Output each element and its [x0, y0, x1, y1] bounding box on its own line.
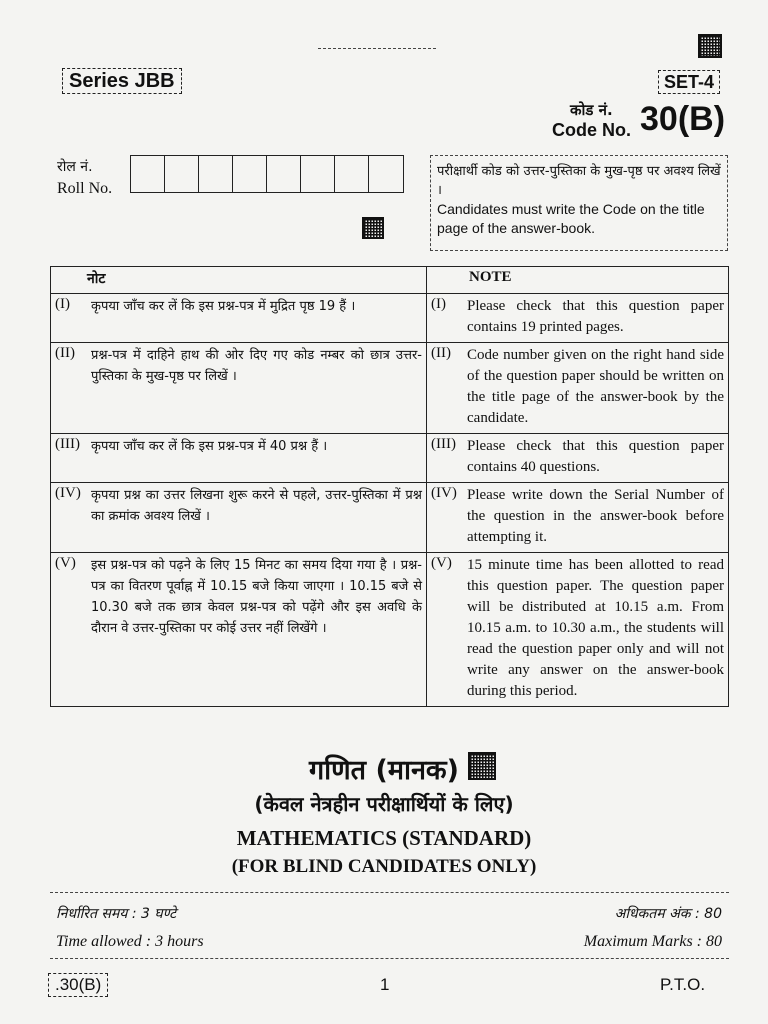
subject-subtitle-hindi: (केवल नेत्रहीन परीक्षार्थियों के लिए): [254, 792, 514, 816]
divider: [50, 958, 729, 959]
note-english: 15 minute time has been allotted to read this question paper. The question paper will be distributed at 10.15 a.m. From 10.15 a.m. to 10.30 a.m., the students will read the question paper only and will not write any answer on the answer-book during this period.: [467, 557, 724, 699]
page-number: 1: [380, 975, 390, 994]
roll-box[interactable]: [301, 156, 335, 192]
code-label-hindi: कोड नं.: [570, 101, 613, 119]
max-marks-english: Maximum Marks : 80: [583, 933, 722, 950]
code-value: 30(B): [640, 100, 726, 138]
notes-header-row: [51, 267, 729, 294]
note-number: (III): [431, 436, 456, 452]
instruction-hindi: परीक्षार्थी कोड को उत्तर-पुस्तिका के मुख-पृष्ठ पर अवश्य लिखें ।: [437, 164, 721, 198]
note-hindi: इस प्रश्न-पत्र को पढ़ने के लिए 15 मिनट का समय दिया गया है । प्रश्न-पत्र का वितरण पूर्वाह्न में 10.15 बजे किया जाएगा । 10.15 बजे से 10.30 बजे तक छात्र केवल प्रश्न-पत्र को पढ़ेंगे और इस अवधि के दौरान वे उत्तर-पुस्तिका पर कोई उत्तर नहीं लिखेंगे ।: [91, 558, 422, 636]
qr-code-icon: [362, 217, 384, 239]
roll-box[interactable]: [233, 156, 267, 192]
roll-label-hindi: रोल नं.: [57, 159, 93, 175]
note-number: (III): [55, 436, 80, 452]
notes-header-hindi: नोट: [51, 267, 427, 294]
roll-box[interactable]: [199, 156, 233, 192]
notes-header-english: NOTE: [427, 267, 729, 294]
table-row: [51, 553, 729, 707]
note-hindi: प्रश्न-पत्र में दाहिने हाथ की ओर दिए गए कोड नम्बर को छात्र उत्तर-पुस्तिका के मुख-पृष्ठ पर लिखें ।: [91, 348, 422, 384]
subject-title-english: MATHEMATICS (STANDARD): [236, 826, 532, 850]
set-label: SET-4: [658, 70, 720, 94]
roll-box[interactable]: [267, 156, 301, 192]
roll-number-boxes[interactable]: [130, 155, 404, 193]
pto-label: P.T.O.: [660, 975, 706, 994]
table-row: [51, 294, 729, 343]
subject-title-hindi: गणित (मानक): [308, 755, 460, 786]
roll-box[interactable]: [335, 156, 369, 192]
code-label: Code No.: [552, 120, 631, 140]
subject-subtitle-english: (FOR BLIND CANDIDATES ONLY): [231, 856, 537, 877]
note-number: (V): [55, 555, 76, 571]
table-row: [51, 343, 729, 434]
note-hindi: कृपया जाँच कर लें कि इस प्रश्न-पत्र में 40 प्रश्न हैं ।: [91, 439, 328, 454]
time-allowed-english: Time allowed : 3 hours: [56, 933, 204, 950]
note-hindi: कृपया प्रश्न का उत्तर लिखना शुरू करने से पहले, उत्तर-पुस्तिका में प्रश्न का क्रमांक अवश्य लिखें ।: [91, 488, 422, 524]
instruction-english: Candidates must write the Code on the title page of the answer-book.: [437, 201, 705, 236]
note-number: (I): [431, 296, 446, 312]
qr-code-icon: [468, 752, 496, 780]
divider: [50, 892, 729, 893]
roll-box[interactable]: [131, 156, 165, 192]
note-english: Please check that this question paper contains 40 questions.: [467, 438, 724, 475]
series-label: Series JBB: [62, 68, 182, 94]
table-row: [51, 434, 729, 483]
roll-box[interactable]: [165, 156, 199, 192]
note-number: (IV): [431, 485, 457, 501]
table-row: [51, 483, 729, 553]
note-english: Please write down the Serial Number of the question in the answer-book before attempting it.: [467, 487, 724, 545]
qr-code-icon: [698, 34, 722, 58]
note-english: Code number given on the right hand side of the question paper should be written on the title page of the answer-book by the candidate.: [467, 347, 724, 426]
note-english: Please check that this question paper contains 19 printed pages.: [467, 298, 724, 335]
note-number: (I): [55, 296, 70, 312]
notes-table: [50, 266, 729, 707]
note-hindi: कृपया जाँच कर लें कि इस प्रश्न-पत्र में मुद्रित पृष्ठ 19 हैं ।: [91, 299, 356, 314]
note-number: (II): [55, 345, 75, 361]
note-number: (V): [431, 555, 452, 571]
roll-label: Roll No.: [57, 180, 113, 197]
top-dashed-line: [318, 48, 436, 49]
note-number: (IV): [55, 485, 81, 501]
max-marks-hindi: अधिकतम अंक : 80: [614, 906, 722, 922]
footer-code: .30(B): [48, 973, 108, 997]
time-allowed-hindi: निर्धारित समय : 3 घण्टे: [56, 906, 177, 922]
note-number: (II): [431, 345, 451, 361]
roll-box[interactable]: [369, 156, 403, 192]
candidate-instruction-box: [430, 155, 728, 251]
